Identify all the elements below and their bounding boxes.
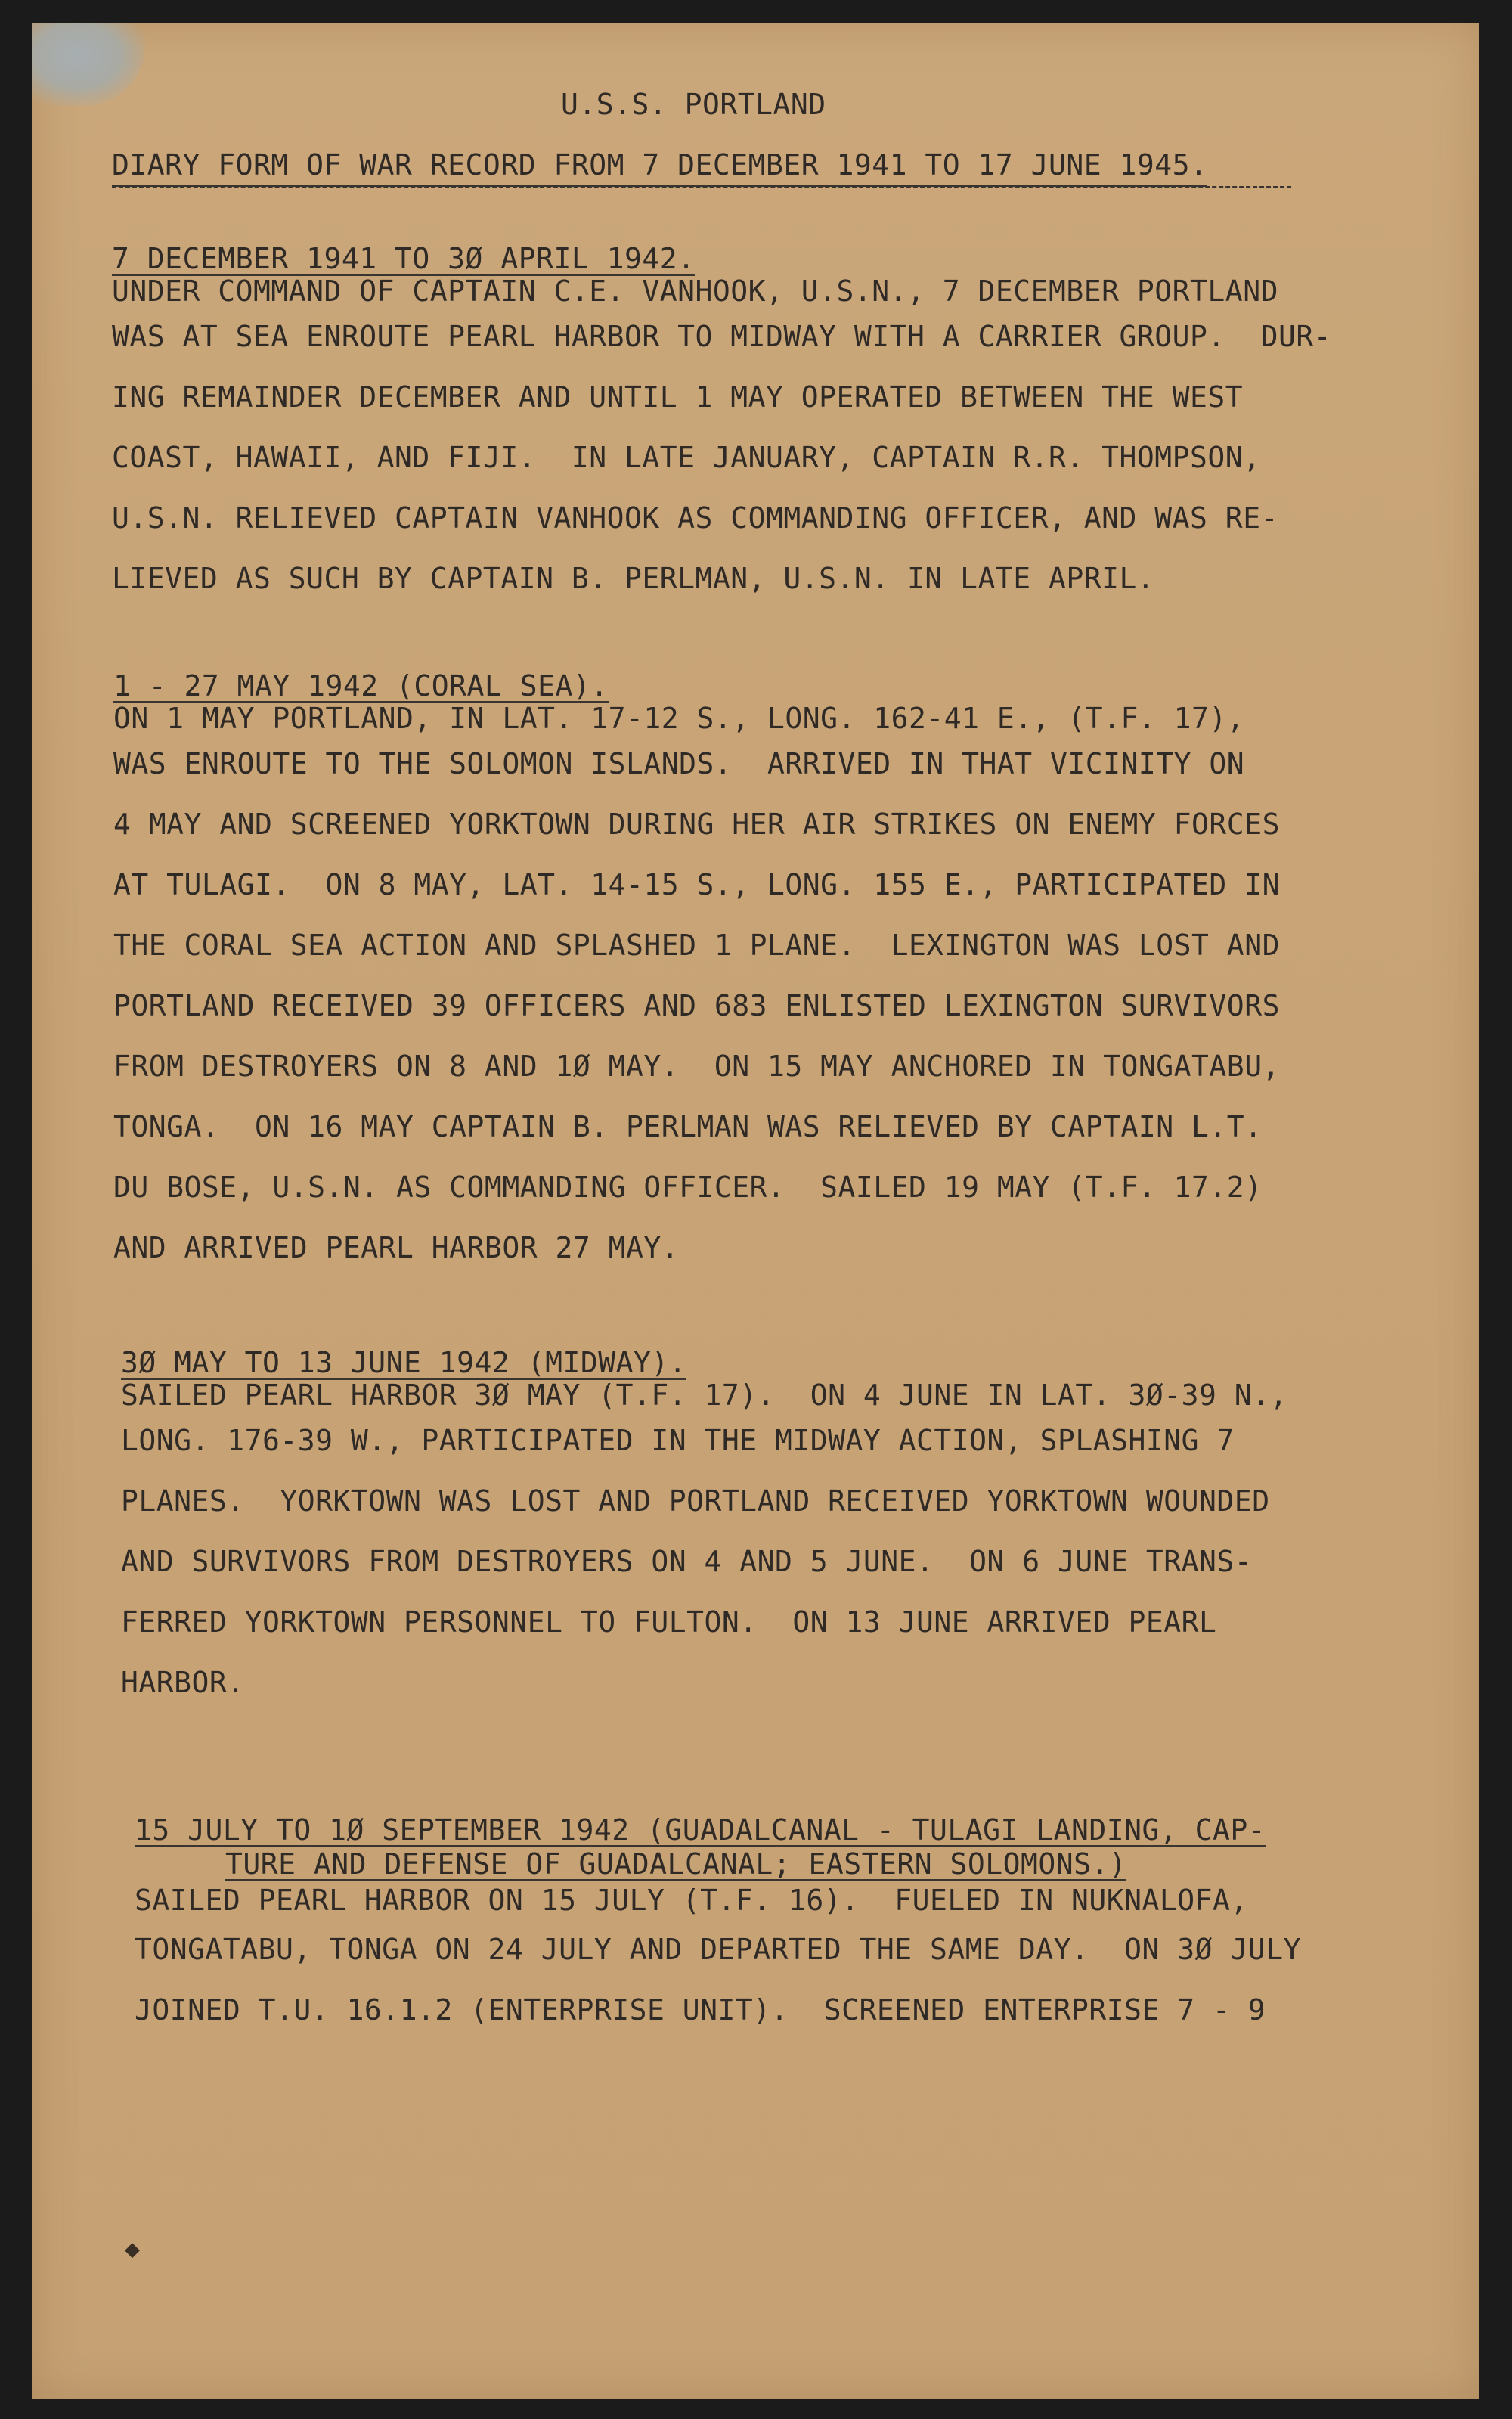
section-line: TONGA. ON 16 MAY CAPTAIN B. PERLMAN WAS RELIEVED BY CAPTAIN L.T. <box>113 1110 1263 1143</box>
section-line: FROM DESTROYERS ON 8 AND 1Ø MAY. ON 15 MAY ANCHORED IN TONGATABU, <box>113 1050 1280 1083</box>
section-line: FERRED YORKTOWN PERSONNEL TO FULTON. ON 13 JUNE ARRIVED PEARL <box>121 1605 1217 1639</box>
section-line: PORTLAND RECEIVED 39 OFFICERS AND 683 ENLISTED LEXINGTON SURVIVORS <box>113 989 1280 1022</box>
dashed-divider <box>112 186 1291 188</box>
section-line: LONG. 176-39 W., PARTICIPATED IN THE MIDWAY ACTION, SPLASHING 7 <box>121 1424 1235 1457</box>
section-heading: 7 DECEMBER 1941 TO 3Ø APRIL 1942. <box>112 242 696 275</box>
section-line: TONGATABU, TONGA ON 24 JULY AND DEPARTED THE SAME DAY. ON 3Ø JULY <box>135 1933 1301 1966</box>
section-heading: 1 - 27 MAY 1942 (CORAL SEA). <box>113 669 609 702</box>
section-line: PLANES. YORKTOWN WAS LOST AND PORTLAND RECEIVED YORKTOWN WOUNDED <box>121 1484 1270 1518</box>
section-line: LIEVED AS SUCH BY CAPTAIN B. PERLMAN, U.S.N. IN LATE APRIL. <box>112 562 1155 595</box>
paper-stain <box>32 23 145 106</box>
section-heading: 3Ø MAY TO 13 JUNE 1942 (MIDWAY). <box>121 1346 687 1379</box>
section-coral-sea <box>113 669 1353 1278</box>
section-heading: 15 JULY TO 1Ø SEPTEMBER 1942 (GUADALCANAL - TULAGI LANDING, CAP- <box>135 1813 1266 1847</box>
section-line: SAILED PEARL HARBOR ON 15 JULY (T.F. 16). FUELED IN NUKNALOFA, <box>135 1884 1248 1917</box>
section-line: WAS AT SEA ENROUTE PEARL HARBOR TO MIDWAY WITH A CARRIER GROUP. DUR- <box>112 320 1332 353</box>
section-dec-1941-apr-1942 <box>112 242 1352 609</box>
section-line: AND ARRIVED PEARL HARBOR 27 MAY. <box>113 1231 680 1264</box>
section-line: WAS ENROUTE TO THE SOLOMON ISLANDS. ARRIVED IN THAT VICINITY ON <box>113 747 1245 780</box>
section-line: ON 1 MAY PORTLAND, IN LAT. 17-12 S., LONG. 162-41 E., (T.F. 17), <box>113 702 1245 735</box>
document-subtitle: DIARY FORM OF WAR RECORD FROM 7 DECEMBER 1941 TO 17 JUNE 1945. <box>112 148 1207 187</box>
section-line: UNDER COMMAND OF CAPTAIN C.E. VANHOOK, U.S.N., 7 DECEMBER PORTLAND <box>112 274 1278 308</box>
section-line: U.S.N. RELIEVED CAPTAIN VANHOOK AS COMMANDING OFFICER, AND WAS RE- <box>112 501 1278 535</box>
section-line: SAILED PEARL HARBOR 3Ø MAY (T.F. 17). ON 4 JUNE IN LAT. 3Ø-39 N., <box>121 1379 1287 1412</box>
section-line: THE CORAL SEA ACTION AND SPLASHED 1 PLANE. LEXINGTON WAS LOST AND <box>113 929 1280 962</box>
section-midway <box>121 1346 1361 1713</box>
pin-mark: ◆ <box>125 2238 140 2261</box>
section-line: HARBOR. <box>121 1666 245 1699</box>
section-guadalcanal <box>135 1813 1465 2040</box>
section-line: DU BOSE, U.S.N. AS COMMANDING OFFICER. SAILED 19 MAY (T.F. 17.2) <box>113 1171 1263 1204</box>
section-line: AND SURVIVORS FROM DESTROYERS ON 4 AND 5 JUNE. ON 6 JUNE TRANS- <box>121 1545 1253 1578</box>
section-line: ING REMAINDER DECEMBER AND UNTIL 1 MAY OPERATED BETWEEN THE WEST <box>112 380 1244 414</box>
section-heading-continued: TURE AND DEFENSE OF GUADALCANAL; EASTERN SOLOMONS.) <box>225 1847 1127 1881</box>
document-title: U.S.S. PORTLAND <box>561 88 826 121</box>
section-line: AT TULAGI. ON 8 MAY, LAT. 14-15 S., LONG. 155 E., PARTICIPATED IN <box>113 868 1280 901</box>
section-line: 4 MAY AND SCREENED YORKTOWN DURING HER AIR STRIKES ON ENEMY FORCES <box>113 808 1280 841</box>
section-line: JOINED T.U. 16.1.2 (ENTERPRISE UNIT). SCREENED ENTERPRISE 7 - 9 <box>135 1993 1266 2027</box>
section-line: COAST, HAWAII, AND FIJI. IN LATE JANUARY, CAPTAIN R.R. THOMPSON, <box>112 441 1261 474</box>
